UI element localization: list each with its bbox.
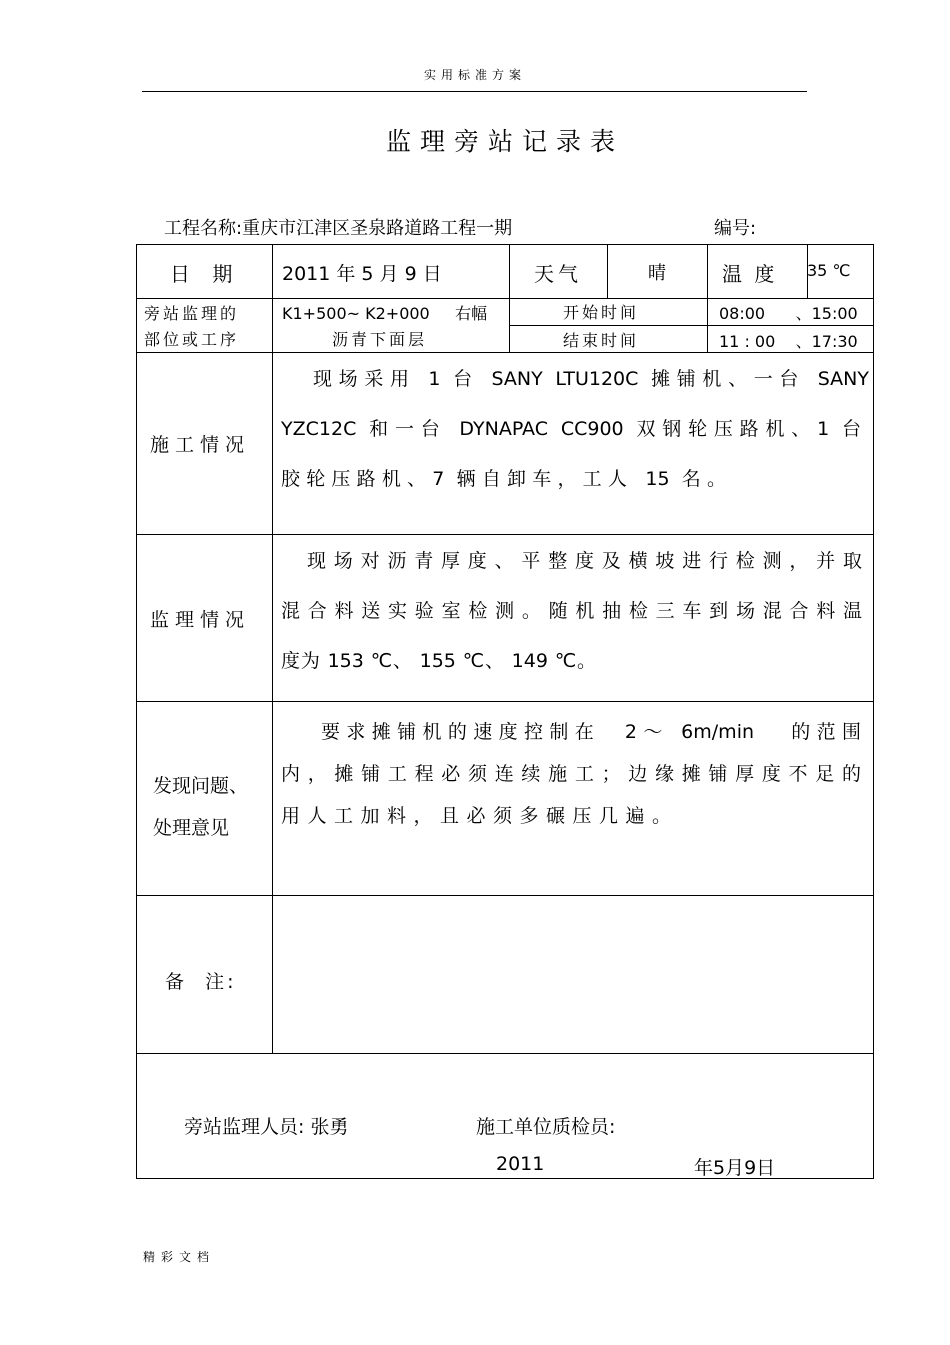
project-name: 重庆市江津区圣泉路道路工程一期 (242, 218, 513, 239)
row-divider (137, 1053, 873, 1054)
qc-label: 施工单位质检员: (476, 1116, 616, 1138)
record-table (136, 244, 874, 1179)
issues-label-line1: 发现问题、 (153, 775, 249, 797)
supervisor-name: 张勇 (310, 1116, 349, 1138)
time-row-divider (509, 325, 873, 326)
construction-label: 施工情况 (150, 434, 251, 456)
part-value-line1: K1+500~ K2+000 右幅 (282, 304, 488, 323)
end-time-label: 结束时间 (563, 331, 640, 350)
part-value-line2: 沥青下面层 (332, 330, 428, 349)
row-divider (137, 352, 873, 353)
start-time-value: 08:00 、15:00 (719, 304, 858, 323)
construction-line: 胶轮压路机、7 辆自卸车，工人 15 名。 (281, 468, 726, 490)
signature-month-day: 年5月9日 (694, 1157, 776, 1179)
temperature-value: 35 ℃ (807, 261, 851, 280)
project-line (164, 214, 512, 240)
part-label-line1: 旁站监理的 (144, 304, 240, 323)
remarks-label: 备 注: (165, 971, 237, 993)
page-title: 监理旁站记录表 (385, 127, 624, 156)
date-label: 日 期 (170, 262, 241, 286)
row-divider (137, 701, 873, 702)
project-label: 工程名称: (164, 218, 243, 239)
supervision-label: 监理情况 (150, 609, 251, 631)
start-time-label: 开始时间 (563, 303, 640, 322)
weather-label: 天气 (534, 262, 582, 286)
construction-line: 现场采用 1 台 SANY LTU120C 摊铺机、一台 SANY (313, 368, 869, 390)
column-divider (607, 245, 608, 298)
end-time-value: 11 : 00 、17:30 (719, 332, 858, 351)
supervision-line: 度为 153 ℃、 155 ℃、 149 ℃。 (281, 650, 596, 672)
weather-value: 晴 (648, 263, 666, 284)
supervisor-line (184, 1112, 348, 1139)
signature-year: 2011 (496, 1153, 545, 1175)
column-divider (509, 245, 510, 352)
page-footer: 精彩文档 (143, 1250, 216, 1264)
date-value: 2011 年 5 月 9 日 (282, 263, 442, 285)
row-divider (137, 895, 873, 896)
issues-label-line2: 处理意见 (153, 817, 230, 839)
part-label-line2: 部位或工序 (144, 330, 240, 349)
construction-line: YZC12C 和一台 DYNAPAC CC900 双钢轮压路机、1 台 (281, 418, 861, 440)
header-rule (142, 91, 807, 92)
supervision-line: 现场对沥青厚度、平整度及横坡进行检测，并取 (307, 550, 862, 572)
temperature-label: 温 度 (722, 262, 778, 286)
row-divider (137, 534, 873, 535)
issues-line: 用人工加料，且必须多碾压几遍。 (281, 805, 671, 827)
supervisor-label: 旁站监理人员: (184, 1116, 305, 1138)
code-label: 编号: (714, 218, 757, 239)
label-column-divider (272, 245, 273, 1053)
row-divider (137, 298, 873, 299)
supervision-line: 混合料送实验室检测。随机抽检三车到场混合料温 (281, 600, 862, 622)
column-divider (707, 245, 708, 352)
issues-line: 内，摊铺工程必须连续施工；边缘摊铺厚度不足的 (281, 763, 861, 785)
issues-line: 要求摊铺机的速度控制在 2～ 6m/min 的范围 (321, 721, 861, 743)
page-header: 实用标准方案 (423, 68, 526, 82)
